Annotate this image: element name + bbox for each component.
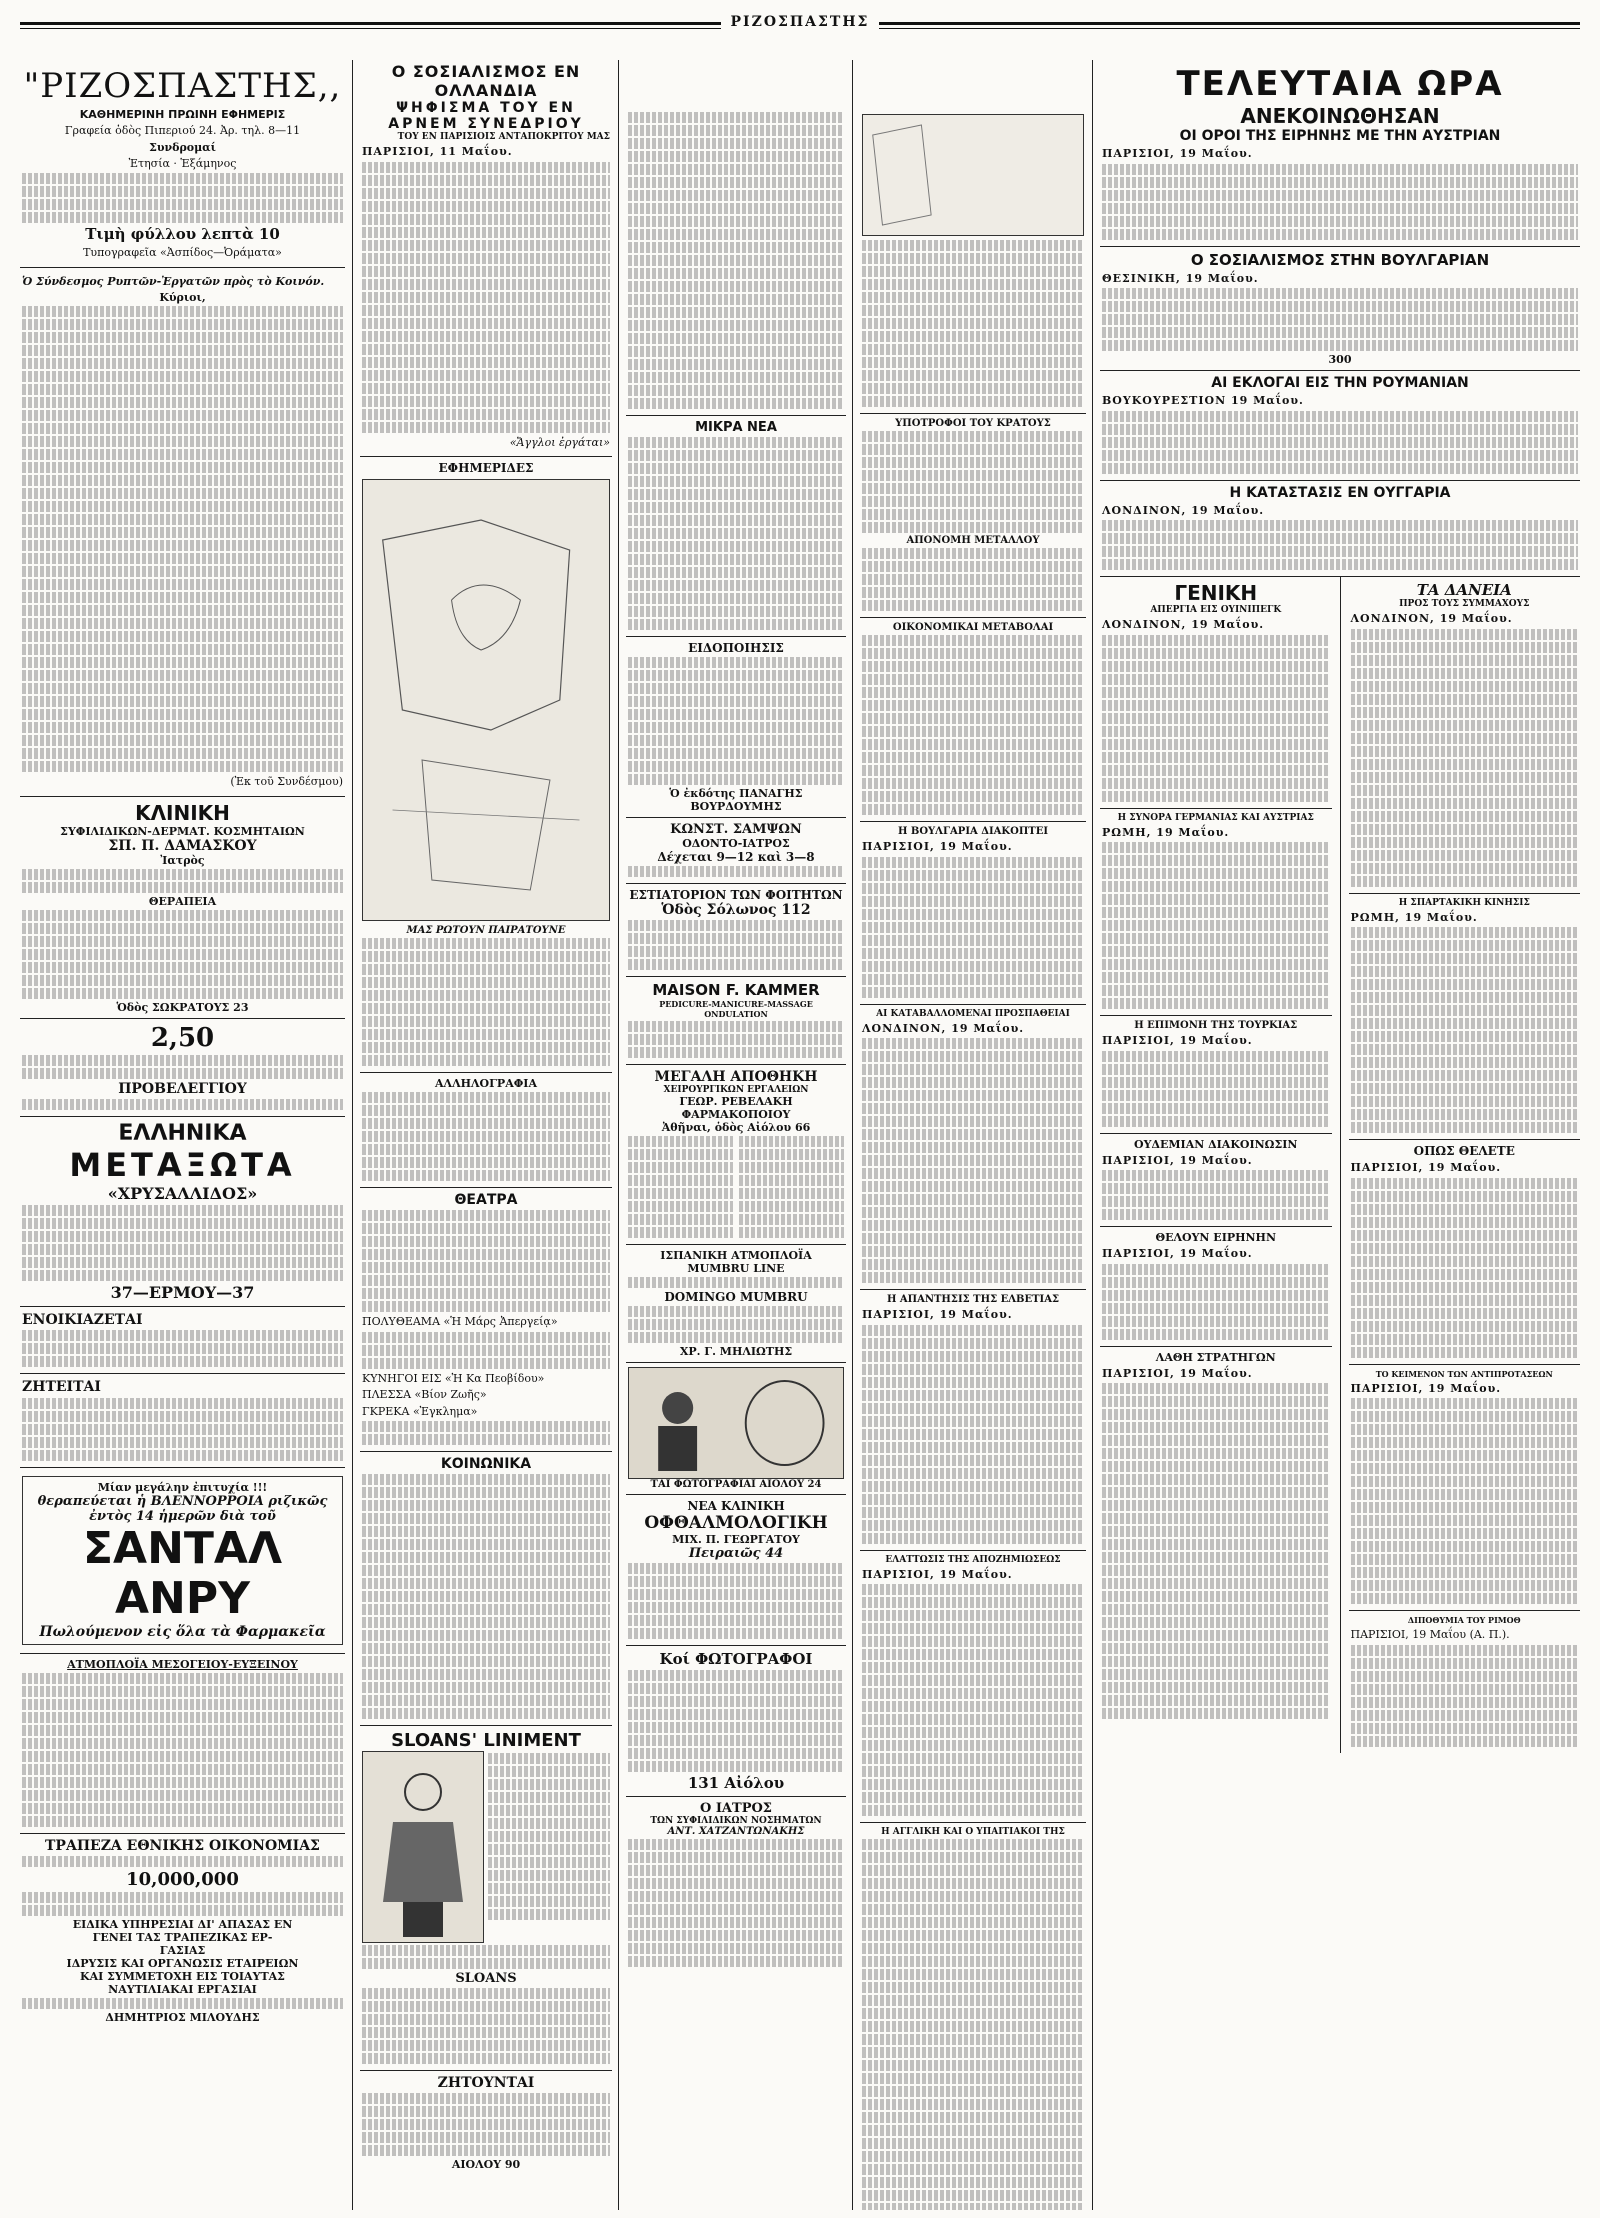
lead-drawing: [863, 115, 1083, 235]
supplies-title: ΥΠΟΤΡΟΦΟΙ ΤΟΥ ΚΡΑΤΟΥΣ: [895, 418, 1051, 429]
borders-dateline: ΡΩΜΗ, 19 Μαΐου.: [1102, 825, 1230, 839]
union-notice: [20, 268, 345, 797]
silk-ad-address: 37—ΕΡΜΟΥ—37: [110, 1282, 255, 1302]
price-ad-title: ΠΡΟΒΕΛΕΓΓΙΟΥ: [118, 1080, 247, 1097]
want-peace-section: [1100, 1227, 1332, 1347]
bank-ad-line: ΙΔΡΥΣΙΣ ΚΑΙ ΟΡΓΑΝΩΣΙΣ ΕΤΑΙΡΕΙΩΝ: [66, 1956, 299, 1970]
printers: Τυπογραφεῖα «Ἀσπίδος—Ὀράματα»: [83, 246, 282, 259]
photo-ad-drawing: [629, 1368, 843, 1478]
silk-ad-line1: ΕΛΛΗΝΙΚΑ: [118, 1120, 247, 1146]
generals-dateline: ΠΑΡΙΣΙΟΙ, 19 Μαΐου.: [1102, 1366, 1253, 1380]
borders-section: [1100, 809, 1332, 1017]
kammer-subtitle: PEDICURE-MANICURE-MASSAGE ONDULATION: [659, 999, 813, 1019]
hungary-title: Η ΚΑΤΑΣΤΑΣΙΣ ΕΝ ΟΥΓΓΑΡΙΑ: [1229, 484, 1451, 501]
store-ad: [626, 1065, 846, 1245]
lead-byline: ΤΟΥ ΕΝ ΠΑΡΙΣΙΟΙΣ ΑΝΤΑΠΟΚΡΙΤΟΥ ΜΑΣ: [397, 132, 610, 142]
restaurant-address: Ὁδὸς Σόλωνος 112: [661, 902, 811, 918]
col5-left: [1100, 577, 1332, 1753]
clinic-role: Ἰατρὸς: [160, 853, 205, 867]
romania-dateline: ΒΟΥΚΟΥΡΕΣΤΙΟΝ 19 Μαΐου.: [1102, 394, 1304, 407]
doctor-subtitle: ΤΩΝ ΣΥΦΙΛΙΔΙΚΩΝ ΝΟΣΗΜΑΤΩΝ: [650, 1816, 822, 1826]
guilt-section: [860, 1823, 1086, 2210]
column-rule: [1340, 577, 1341, 1753]
eye-clinic-ad: [626, 1495, 846, 1646]
theatre-section: [360, 1188, 612, 1452]
dentist-ad: [626, 818, 846, 884]
column-2: [360, 60, 612, 2210]
counterproposals-title: ΤΟ ΚΕΙΜΕΝΟΝ ΤΩΝ ΑΝΤΙΠΡΟΤΑΣΕΩΝ: [1375, 1368, 1553, 1379]
mumbru-ad: [626, 1245, 846, 1363]
shipping-ad-title: ΑΤΜΟΠΛΟΪΑ ΜΕΣΟΓΕΙΟΥ-ΕΥΞΕΙΝΟΥ: [67, 1657, 298, 1671]
general-strike: [1100, 577, 1332, 809]
bulgaria-socialism-number: 300: [1328, 353, 1352, 366]
bank-ad-line: ΓΑΣΙΑΣ: [159, 1943, 206, 1957]
price-ad: [20, 1019, 345, 1117]
no-interrupt-dateline: ΠΑΡΙΣΙΟΙ, 19 Μαΐου.: [1102, 1153, 1253, 1167]
cartoon-drawing: [363, 480, 609, 920]
supplies-section: [860, 414, 1086, 618]
loans-title: ΤΑ ΔΑΝΕΙΑ: [1416, 581, 1512, 599]
store-title: ΜΕΓΑΛΗ ΑΠΟΘΗΚΗ: [654, 1069, 818, 1085]
latest-news-title: ΤΕΛΕΥΤΑΙΑ ΩΡΑ: [1176, 64, 1504, 104]
spartacist-dateline: ΡΩΜΗ, 19 Μαΐου.: [1350, 910, 1478, 924]
kammer-ad: [626, 977, 846, 1065]
bank-ad-line: ΚΑΙ ΣΥΜΜΕΤΟΧΗ ΕΙΣ ΤΟΙΑΥΤΑΣ: [80, 1969, 285, 1983]
as-you-wish-dateline: ΠΑΡΙΣΙΟΙ, 19 Μαΐου.: [1350, 1161, 1502, 1174]
shipping-ad: [20, 1654, 345, 1834]
doctor-title: Ο ΙΑΤΡΟΣ: [700, 1801, 772, 1816]
doctor-ad: [626, 1797, 846, 1973]
masthead: [20, 60, 345, 268]
eye-clinic-title: ΟΦΘΑΛΜΟΛΟΓΙΚΗ: [644, 1513, 828, 1533]
newspapers-section: [360, 457, 612, 1073]
borders-title: Η ΣΥΝΟΡΑ ΓΕΡΜΑΝΙΑΣ ΚΑΙ ΑΥΣΤΡΙΑΣ: [1117, 812, 1314, 823]
dentist-hours: Δέχεται 9—12 καὶ 3—8: [657, 850, 815, 864]
cartoon-caption: ΜΑΣ ΡΩΤΟΥΝ ΠΑΙΡΑΤΟΥΝΕ: [406, 925, 566, 936]
announced-title: ΑΝΕΚΟΙΝΩΘΗΣΑΝ: [1240, 104, 1440, 128]
peace-terms-title: ΟΙ ΟΡΟΙ ΤΗΣ ΕΙΡΗΝΗΣ ΜΕ ΤΗΝ ΑΥΣΤΡΙΑΝ: [1179, 128, 1501, 144]
wanted-address: ΑΙΟΛΟΥ 90: [451, 2158, 521, 2171]
photographers-ad: [626, 1646, 846, 1797]
santal-ad-top: Μίαν μεγάλην ἐπιτυχία !!!: [97, 1480, 268, 1494]
generals-title: ΛΑΘΗ ΣΤΡΑΤΗΓΩΝ: [1155, 1350, 1276, 1364]
clinic-title: ΚΛΙΝΙΚΗ: [135, 800, 230, 825]
theatre-item: ΠΛΕΣΣΑ «Βίον Ζωῆς»: [362, 1388, 487, 1401]
lead-dateline: ΠΑΡΙΣΙΟΙ, 11 Μαΐου.: [362, 145, 513, 158]
rent-ad-title: ΕΝΟΙΚΙΑΖΕΤΑΙ: [22, 1311, 143, 1328]
silk-ad-line3: «ΧΡΥΣΑΛΛΙΔΟΣ»: [107, 1183, 258, 1203]
letters-title: ΑΛΛΗΛΟΓΡΑΦΙΑ: [435, 1077, 537, 1090]
bank-ad-title: ΤΡΑΠΕΖΑ ΕΘΝΙΚΗΣ ΟΙΚΟΝΟΜΙΑΣ: [45, 1837, 320, 1854]
bulgaria-title: Η ΒΟΥΛΓΑΡΙΑ ΔΙΑΚΟΠΤΕΙ: [897, 826, 1049, 837]
clinic-doctor: ΣΠ. Π. ΔΑΜΑΣΚΟΥ: [108, 837, 257, 854]
mumbru-ship: DOMINGO MUMBRU: [664, 1290, 808, 1304]
no-interrupt-section: [1100, 1134, 1332, 1228]
price: Τιμὴ φύλλου λεπτὰ 10: [85, 225, 280, 243]
masthead-title: "ΡΙΖΟΣΠΑΣΤΗΣ,,: [23, 66, 342, 106]
union-notice-greeting: Κύριοι,: [159, 291, 206, 304]
restaurant-ad: [626, 884, 846, 977]
turkey-section: [1100, 1016, 1332, 1134]
store-pharm: ΦΑΡΜΑΚΟΠΟΙΟΥ: [681, 1108, 791, 1121]
col5-right: [1349, 577, 1581, 1753]
lead-story-cont2: [860, 60, 1086, 414]
theatre-item: ΓΚΡΕΚΑ «Ἐγκλημα»: [362, 1404, 478, 1418]
turkey-dateline: ΠΑΡΙΣΙΟΙ, 19 Μαΐου.: [1102, 1034, 1253, 1047]
sympathy-title: ΔΙΠΟΘΥΜΙΑ ΤΟΥ ΡΙΜΟΘ: [1407, 1615, 1521, 1625]
clinic-therapy: ΘΕΡΑΠΕΙΑ: [148, 894, 217, 908]
col5-split: [1100, 577, 1580, 1753]
bank-ad-line: ΝΑΥΤΙΛΙΑΚΑΙ ΕΡΓΑΣΙΑΙ: [108, 1982, 257, 1996]
silk-ad: [20, 1117, 345, 1307]
column-rule: [852, 60, 853, 2210]
sloans-illustration: [362, 1751, 484, 1943]
folio: ΡΙΖΟΣΠΑΣΤΗΣ: [0, 14, 1600, 30]
as-you-wish-title: ΟΠΩΣ ΘΕΛΕΤΕ: [1413, 1144, 1515, 1158]
metal-title: ΑΠΟΝΟΜΗ ΜΕΤΑΛΛΟΥ: [906, 535, 1040, 546]
mumbru-agent: ΧΡ. Γ. ΜΗΛΙΩΤΗΣ: [679, 1345, 793, 1358]
bank-ad-line: ΔΗΜΗΤΡΙΟΣ ΜΙΛΟΥΔΗΣ: [105, 2010, 260, 2024]
wanted-ad: [20, 1374, 345, 1468]
kammer-title: MAISON F. KAMMER: [652, 981, 820, 999]
peace-terms-dateline: ΠΑΡΙΣΙΟΙ, 19 Μαΐου.: [1102, 147, 1253, 160]
dentist-role: ΟΔΟΝΤΟ-ΙΑΤΡΟΣ: [682, 837, 790, 850]
column-1: [20, 60, 345, 2210]
column-3: [626, 60, 846, 2210]
social-title: ΚΟΙΝΩΝΙΚΑ: [440, 1456, 532, 1472]
lead-quote-close: «Ἄγγλοι ἐργάται»: [509, 435, 610, 449]
loans-dateline: ΛΟΝΔΙΝΟΝ, 19 Μαΐου.: [1350, 612, 1513, 625]
photo-ad: [626, 1363, 846, 1495]
swiss-title: Η ΑΠΑΝΤΗΣΙΣ ΤΗΣ ΕΛΒΕΤΙΑΣ: [886, 1294, 1060, 1305]
santal-ad-brand: ΣΑΝΤΑΛ ΑΝΡΥ: [82, 1522, 283, 1624]
silk-ad-line2: ΜΕΤΑΞΩΤΑ: [69, 1145, 296, 1184]
efforts-title: ΑΙ ΚΑΤΑΒΑΛΛΟΜΕΝΑΙ ΠΡΟΣΠΑΘΕΙΑΙ: [876, 1008, 1070, 1019]
theatre-title: ΘΕΑΤΡΑ: [454, 1192, 518, 1208]
union-notice-title: Ὁ Σύνδεσμος Ρυπτῶν-Ἐργατῶν πρὸς τὸ Κοινόν.: [22, 274, 325, 288]
store-subtitle: ΧΕΙΡΟΥΡΓΙΚΩΝ ΕΡΓΑΛΕΙΩΝ: [663, 1085, 809, 1095]
eye-clinic-label: ΝΕΑ ΚΛΙΝΙΚΗ: [687, 1499, 785, 1513]
romania-title: ΑΙ ΕΚΛΟΓΑΙ ΕΙΣ ΤΗΝ ΡΟΥΜΑΝΙΑΝ: [1211, 375, 1469, 391]
lead-story: [360, 60, 612, 457]
price-ad-value: 2,50: [150, 1022, 215, 1053]
hungary-dateline: ΛΟΝΔΙΝΟΝ, 19 Μαΐου.: [1102, 503, 1265, 517]
loans-section: [1349, 577, 1581, 894]
compensation-section: [860, 1551, 1086, 1824]
store-owner: ΓΕΩΡ. ΡΕΒΕΛΑΚΗ: [679, 1095, 793, 1108]
santal-ad-subtitle: θεραπεύεται ἡ ΒΛΕΝΝΟΡΡΟΙΑ ριζικῶς ἐντὸς 14 ἡμερῶν διὰ τοῦ: [37, 1493, 328, 1524]
wanted-ad-title: ΖΗΤΕΙΤΑΙ: [22, 1379, 101, 1395]
bank-ad-capital: 10,000,000: [126, 1868, 239, 1890]
spartacist-section: [1349, 894, 1581, 1141]
santal-ad-bottom: Πωλούμενον εἰς ὅλα τὰ Φαρμακεῖα: [39, 1623, 326, 1640]
sloans-brand: SLOANS: [455, 1971, 517, 1986]
want-peace-dateline: ΠΑΡΙΣΙΟΙ, 19 Μαΐου.: [1102, 1247, 1253, 1260]
general-strike-title: ΓΕΝΙΚΗ: [1174, 581, 1258, 605]
compensation-title: ΕΛΑΤΤΩΣΙΣ ΤΗΣ ΑΠΟΖΗΜΙΩΣΕΩΣ: [885, 1554, 1061, 1565]
cartoon-illustration: [362, 479, 610, 921]
subscriptions-label: Συνδρομαί: [149, 140, 216, 154]
wanted-title: ΖΗΤΟΥΝΤΑΙ: [437, 2075, 535, 2091]
as-you-wish-section: [1349, 1140, 1581, 1365]
column-rule: [352, 60, 353, 2210]
rent-ad: [20, 1307, 345, 1375]
mikra-title: ΜΙΚΡΑ ΝΕΑ: [695, 420, 777, 435]
mikra-section: [626, 416, 846, 637]
photo-ad-caption: ΤΑΙ ΦΩΤΟΓΡΑΦΙΑΙ ΑΙΟΛΟΥ 24: [650, 1479, 822, 1490]
generals-section: [1100, 1347, 1332, 1726]
masthead-office: Γραφεία ὁδὸς Πιπεριού 24. Ἀρ. τηλ. 8—11: [64, 124, 301, 137]
econ-title: ΟΙΚΟΝΟΜΙΚΑΙ ΜΕΤΑΒΟΛΑΙ: [892, 622, 1054, 633]
newspapers-title: ΕΦΗΜΕΡΙΔΕΣ: [438, 461, 534, 475]
santal-ad: [20, 1468, 345, 1654]
efforts-dateline: ΛΟΝΔΙΝΟΝ, 19 Μαΐου.: [862, 1021, 1025, 1035]
eye-clinic-address: Πειραιῶς 44: [688, 1546, 784, 1561]
general-strike-dateline: ΛΟΝΔΙΝΟΝ, 19 Μαΐου.: [1102, 618, 1265, 631]
romania-elections: [1100, 371, 1580, 481]
clinic-subtitle: ΣΥΦΙΛΙΔΙΚΩΝ-ΔΕΡΜΑΤ. ΚΟΣΜΗΤΑΙΩΝ: [60, 824, 305, 838]
lead-illustration: [862, 114, 1084, 236]
column-5: [1100, 60, 1580, 2210]
bulgaria-section: [860, 822, 1086, 1005]
subscriptions-head: Ἐτησία · Ἑξάμηνος: [128, 156, 237, 170]
swiss-dateline: ΠΑΡΙΣΙΟΙ, 19 Μαΐου.: [862, 1308, 1013, 1321]
dentist-name: ΚΩΝΣΤ. ΣΑΜΨΩΝ: [670, 822, 802, 837]
bulgaria-socialism-title: Ο ΣΟΣΙΑΛΙΣΜΟΣ ΣΤΗΝ ΒΟΥΛΓΑΡΙΑΝ: [1190, 250, 1490, 269]
letters-section: [360, 1073, 612, 1188]
photographers-title: Κοί ΦΩΤΟΓΡΑΦΟΙ: [659, 1650, 813, 1668]
column-4: [860, 60, 1086, 2210]
guilt-title: Η ΑΓΓΛΙΚΗ ΚΑΙ Ο ΥΠΑΙΤΙΑΚΟΙ ΤΗΣ: [881, 1827, 1065, 1837]
clinic-address: Ὁδὸς ΣΩΚΡΑΤΟΥΣ 23: [116, 1000, 249, 1014]
bulgaria-socialism-dateline: ΘΕΣΙΝΙΚΗ, 19 Μαΐου.: [1102, 271, 1259, 285]
doctor-name: ΑΝΤ. ΧΑΤΖΑΝΤΩΝΑΚΗΣ: [667, 1826, 805, 1837]
bulgaria-dateline: ΠΑΡΙΣΙΟΙ, 19 Μαΐου.: [862, 840, 1013, 853]
loans-subtitle: ΠΡΟΣ ΤΟΥΣ ΣΥΜΜΑΧΟΥΣ: [1399, 599, 1530, 609]
column-rule: [618, 60, 619, 2210]
theatre-item: ΠΟΛΥΘΕΑΜΑ «Ἡ Μάρς Ἀπεργείᾳ»: [362, 1315, 558, 1328]
bulgaria-socialism: [1100, 247, 1580, 372]
turkey-title: Η ΕΠΙΜΟΝΗ ΤΗΣ ΤΟΥΡΚΙΑΣ: [1134, 1020, 1298, 1031]
sympathy-section: [1349, 1611, 1581, 1753]
notices-title: ΕΙΔΟΠΟΙΗΣΙΣ: [688, 641, 784, 655]
photo-ad-image: [628, 1367, 844, 1479]
latest-news: [1100, 60, 1580, 247]
eye-clinic-doctor: ΜΙΧ. Π. ΓΕΩΡΓΑΤΟΥ: [672, 1533, 800, 1546]
want-peace-title: ΘΕΛΟΥΝ ΕΙΡΗΝΗΝ: [1155, 1231, 1277, 1244]
general-strike-subtitle: ΑΠΕΡΓΙΑ ΕΙΣ ΟΥΙΝΙΠΕΓΚ: [1150, 605, 1282, 615]
union-notice-signature: (Ἐκ τοῦ Συνδέσμου): [230, 775, 343, 788]
wanted-section: [360, 2071, 612, 2175]
lead-subhead: ΨΗΦΙΣΜΑ ΤΟΥ ΕΝ ΑΡΝΕΜ ΣΥΝΕΔΡΙΟΥ: [388, 100, 584, 132]
bank-ad: [20, 1834, 345, 2028]
spartacist-title: Η ΣΠΑΡΤΑΚΙΚΗ ΚΙΝΗΣΙΣ: [1398, 897, 1530, 908]
notices-signature: Ὁ ἐκδότης ΠΑΝΑΓΗΣ ΒΟΥΡΔΟΥΜΗΣ: [669, 787, 803, 813]
clinic-ad: [20, 797, 345, 1019]
swiss-section: [860, 1290, 1086, 1551]
theatre-item: ΚΥΝΗΓΟΙ ΕΙΣ «Ἡ Κα Πεοβίδου»: [362, 1371, 545, 1385]
bank-ad-line: ΓΕΝΕΙ ΤΑΣ ΤΡΑΠΕΖΙΚΑΣ ΕΡ-: [92, 1930, 273, 1944]
counterproposals-dateline: ΠΑΡΙΣΙΟΙ, 19 Μαΐου.: [1350, 1381, 1502, 1395]
sloans-title: SLOANS' LINIMENT: [391, 1730, 581, 1751]
column-rule: [1092, 60, 1093, 2210]
social-section: [360, 1452, 612, 1726]
compensation-dateline: ΠΑΡΙΣΙΟΙ, 19 Μαΐου.: [862, 1567, 1013, 1581]
lead-headline: Ο ΣΟΣΙΑΛΙΣΜΟΣ ΕΝ ΟΛΛΑΝΔΙΑ: [391, 62, 581, 100]
sympathy-dateline: ΠΑΡΙΣΙΟΙ, 19 Μαΐου (Α. Π.).: [1350, 1628, 1510, 1641]
bank-ad-line: ΕΙΔΙΚΑ ΥΠΗΡΕΣΙΑΙ ΔΙ' ΑΠΑΣΑΣ ΕΝ: [72, 1917, 293, 1931]
notices-section: [626, 637, 846, 818]
counterproposals-section: [1349, 1365, 1581, 1612]
efforts-section: [860, 1005, 1086, 1291]
econ-section: [860, 618, 1086, 822]
mumbru-title: ΙΣΠΑΝΙΚΗ ΑΤΜΟΠΛΟΪΑ MUMBRU LINE: [660, 1249, 812, 1275]
no-interrupt-title: ΟΥΔΕΜΙΑΝ ΔΙΑΚΟΙΝΩΣΙΝ: [1134, 1137, 1298, 1151]
photographers-address: 131 Αἰόλου: [687, 1774, 785, 1792]
sloans-ad: [360, 1726, 612, 2071]
sloans-drawing: [363, 1752, 483, 1942]
hungary-situation: [1100, 481, 1580, 578]
restaurant-title: ΕΣΤΙΑΤΟΡΙΟΝ ΤΩΝ ΦΟΙΤΗΤΩΝ: [629, 888, 843, 902]
lead-story-cont: [626, 60, 846, 416]
masthead-subtitle: ΚΑΘΗΜΕΡΙΝΗ ΠΡΩΙΝΗ ΕΦΗΜΕΡΙΣ: [79, 108, 286, 121]
store-address: Ἀθῆναι, ὁδὸς Αἰόλου 66: [661, 1121, 811, 1134]
